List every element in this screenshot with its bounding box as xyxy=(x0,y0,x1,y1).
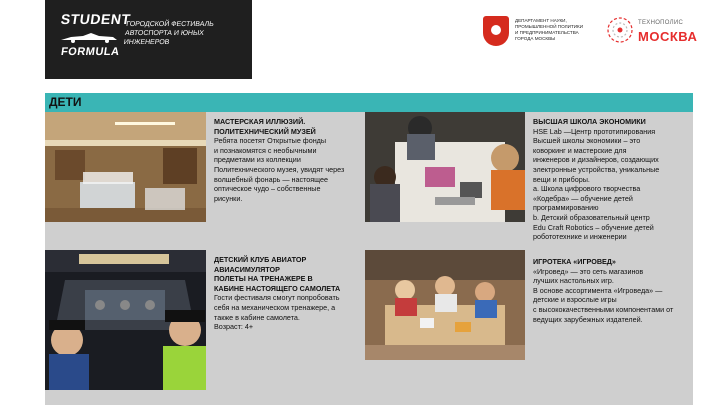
photo-workshop xyxy=(365,112,525,222)
moscow-label: МОСКВА xyxy=(638,29,698,44)
item-igroved: ИГРОТЕКА «ИГРОВЕД» «Игровед» — это сеть магазинов лучших настольных игр. В основе ассортимента «Игроведа» — детские и взрослые игры с высококачественными компонентами от ведущих зарубежных издателей. xyxy=(533,257,674,324)
section-band xyxy=(45,93,693,112)
logo-tagline: ГОРОДСКОЙ ФЕСТИВАЛЬ АВТОСПОРТА И ЮНЫХ ИНЖЕНЕРОВ xyxy=(123,21,215,46)
logo-line1: STUDENT xyxy=(59,11,132,27)
student-formula-logo xyxy=(45,0,252,79)
photo-cockpit xyxy=(45,250,206,390)
technopolis-logo xyxy=(606,16,716,56)
race-car-icon xyxy=(59,31,119,43)
department-name: ДЕПАРТАМЕНТ НАУКИ, ПРОМЫШЛЕННОЙ ПОЛИТИКИ И ПРЕДПРИНИМАТЕЛЬСТВА ГОРОДА МОСКВЫ xyxy=(515,18,584,41)
moscow-emblem-icon xyxy=(483,16,509,46)
item-aviator: ДЕТСКИЙ КЛУБ АВИАТОР АВИАСИМУЛЯТОР ПОЛЕТЫ НА ТРЕНАЖЕРЕ В КАБИНЕ НАСТОЯЩЕГО САМОЛЕТА Гости фестиваля смогут попробовать себя на механическом тренажере, а также в кабине самолета. Возраст: 4+ xyxy=(214,255,341,332)
department-logo xyxy=(483,16,593,50)
logo-line2: FORMULA xyxy=(60,46,121,58)
header xyxy=(0,0,720,92)
technopolis-label: ТЕХНОПОЛИС xyxy=(638,20,684,26)
section-title: ДЕТИ xyxy=(49,95,82,109)
photo-museum xyxy=(45,112,206,222)
technopolis-mark-icon xyxy=(606,16,634,44)
photo-boardgames xyxy=(365,250,525,360)
item-hse: ВЫСШАЯ ШКОЛА ЭКОНОМИКИ HSE Lab —Центр прототипирования Высшей школы экономики – это коворкинг и мастерские для инженеров и дизайнеров, создающих электронные устройства, уникальные вещи и приборы. a. Школа цифрового творчества «Кодебра» — обучение детей программированию b. Детский образовательный центр Edu Craft Robotics – обучение детей робототехнике и инженерии xyxy=(533,117,660,242)
item-museum: МАСТЕРСКАЯ ИЛЛЮЗИЙ. ПОЛИТЕХНИЧЕСКИЙ МУЗЕЙ Ребята посетят Открытые фонды и познакомятся с необычными предметами из коллекции Политехнического музея, увидят через волшебный фонарь — настоящее оптическое чудо – собственные рисунки. xyxy=(214,117,345,203)
